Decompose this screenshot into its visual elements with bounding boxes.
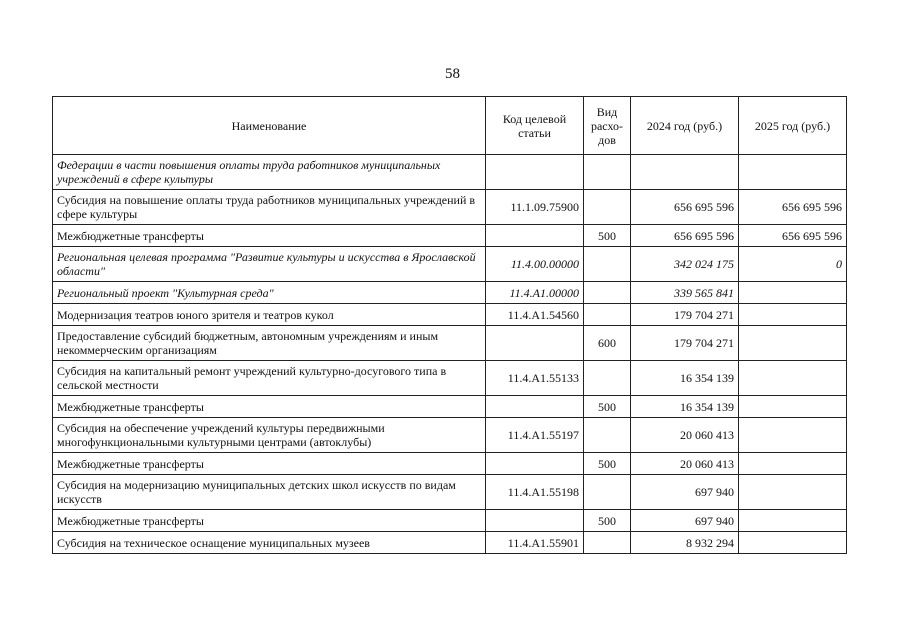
- row-2025-amount-cell: [739, 396, 847, 418]
- row-name-cell: Субсидия на повышение оплаты труда работников муниципальных учреждений в сфере культуры: [53, 190, 486, 225]
- table-row: [53, 361, 847, 396]
- row-code-cell: 11.4.00.00000: [486, 247, 584, 282]
- row-expense-type-cell: 500: [584, 453, 631, 475]
- row-name-cell: Региональная целевая программа "Развитие культуры и искусства в Ярославской области": [53, 247, 486, 282]
- header-2024: 2024 год (руб.): [631, 97, 739, 155]
- header-code: Код целевой статьи: [486, 97, 584, 155]
- row-expense-type-cell: 500: [584, 396, 631, 418]
- table-row: [53, 282, 847, 304]
- header-name: Наименование: [53, 97, 486, 155]
- table-row: [53, 247, 847, 282]
- row-2025-amount-cell: [739, 304, 847, 326]
- row-expense-type-cell: [584, 532, 631, 554]
- page-number: 58: [445, 66, 460, 82]
- row-name-cell: Региональный проект "Культурная среда": [53, 282, 486, 304]
- table-body: [53, 155, 847, 554]
- row-2024-amount-cell: 179 704 271: [631, 326, 739, 361]
- row-2025-amount-cell: [739, 510, 847, 532]
- row-name-cell: Межбюджетные трансферты: [53, 453, 486, 475]
- row-expense-type-cell: 500: [584, 510, 631, 532]
- row-expense-type-cell: [584, 304, 631, 326]
- row-2025-amount-cell: [739, 361, 847, 396]
- row-2024-amount-cell: [631, 155, 739, 190]
- row-name-cell: Субсидия на техническое оснащение муниципальных музеев: [53, 532, 486, 554]
- row-expense-type-cell: [584, 247, 631, 282]
- row-2024-amount-cell: 697 940: [631, 475, 739, 510]
- row-name-cell: Предоставление субсидий бюджетным, автономным учреждениям и иным некоммерческим организациям: [53, 326, 486, 361]
- row-name-cell: Субсидия на капитальный ремонт учреждений культурно-досугового типа в сельской местности: [53, 361, 486, 396]
- table-row: [53, 155, 847, 190]
- row-name-cell: Межбюджетные трансферты: [53, 225, 486, 247]
- row-code-cell: 11.4.A1.54560: [486, 304, 584, 326]
- table-row: [53, 225, 847, 247]
- row-code-cell: 11.4.A1.55133: [486, 361, 584, 396]
- row-2025-amount-cell: [739, 418, 847, 453]
- row-2024-amount-cell: 179 704 271: [631, 304, 739, 326]
- row-expense-type-cell: [584, 190, 631, 225]
- row-code-cell: 11.1.09.75900: [486, 190, 584, 225]
- row-2024-amount-cell: 656 695 596: [631, 225, 739, 247]
- row-code-cell: [486, 510, 584, 532]
- row-2025-amount-cell: 656 695 596: [739, 225, 847, 247]
- row-2024-amount-cell: 339 565 841: [631, 282, 739, 304]
- table-row: [53, 304, 847, 326]
- row-code-cell: [486, 396, 584, 418]
- table-row: [53, 475, 847, 510]
- table-header-row: [53, 97, 847, 155]
- table-row: [53, 532, 847, 554]
- row-code-cell: 11.4.A1.55198: [486, 475, 584, 510]
- row-code-cell: 11.4.A1.00000: [486, 282, 584, 304]
- row-2025-amount-cell: [739, 326, 847, 361]
- row-code-cell: 11.4.A1.55197: [486, 418, 584, 453]
- row-2024-amount-cell: 656 695 596: [631, 190, 739, 225]
- row-code-cell: 11.4.A1.55901: [486, 532, 584, 554]
- row-expense-type-cell: 500: [584, 225, 631, 247]
- row-name-cell: Субсидия на модернизацию муниципальных детских школ искусств по видам искусств: [53, 475, 486, 510]
- row-expense-type-cell: [584, 282, 631, 304]
- row-2025-amount-cell: [739, 155, 847, 190]
- row-expense-type-cell: 600: [584, 326, 631, 361]
- header-expense-type: Вид расхо-дов: [584, 97, 631, 155]
- row-code-cell: [486, 155, 584, 190]
- row-2024-amount-cell: 20 060 413: [631, 418, 739, 453]
- budget-table: [52, 96, 847, 554]
- row-2024-amount-cell: 16 354 139: [631, 361, 739, 396]
- table-row: [53, 453, 847, 475]
- row-2024-amount-cell: 16 354 139: [631, 396, 739, 418]
- row-2024-amount-cell: 697 940: [631, 510, 739, 532]
- row-2025-amount-cell: [739, 282, 847, 304]
- row-code-cell: [486, 453, 584, 475]
- row-name-cell: Федерации в части повышения оплаты труда работников муниципальных учреждений в сфере культуры: [53, 155, 486, 190]
- row-code-cell: [486, 225, 584, 247]
- table-row: [53, 418, 847, 453]
- table-row: [53, 190, 847, 225]
- header-2025: 2025 год (руб.): [739, 97, 847, 155]
- row-2025-amount-cell: 0: [739, 247, 847, 282]
- row-name-cell: Межбюджетные трансферты: [53, 510, 486, 532]
- table-row: [53, 396, 847, 418]
- row-2025-amount-cell: 656 695 596: [739, 190, 847, 225]
- row-2025-amount-cell: [739, 453, 847, 475]
- row-2024-amount-cell: 342 024 175: [631, 247, 739, 282]
- table-row: [53, 510, 847, 532]
- row-2025-amount-cell: [739, 532, 847, 554]
- table-row: [53, 326, 847, 361]
- row-code-cell: [486, 326, 584, 361]
- row-name-cell: Модернизация театров юного зрителя и театров кукол: [53, 304, 486, 326]
- row-expense-type-cell: [584, 155, 631, 190]
- row-expense-type-cell: [584, 475, 631, 510]
- row-expense-type-cell: [584, 361, 631, 396]
- row-2024-amount-cell: 8 932 294: [631, 532, 739, 554]
- row-name-cell: Субсидия на обеспечение учреждений культуры передвижными многофункциональными культурными центрами (автоклубы): [53, 418, 486, 453]
- row-2025-amount-cell: [739, 475, 847, 510]
- row-2024-amount-cell: 20 060 413: [631, 453, 739, 475]
- row-name-cell: Межбюджетные трансферты: [53, 396, 486, 418]
- row-expense-type-cell: [584, 418, 631, 453]
